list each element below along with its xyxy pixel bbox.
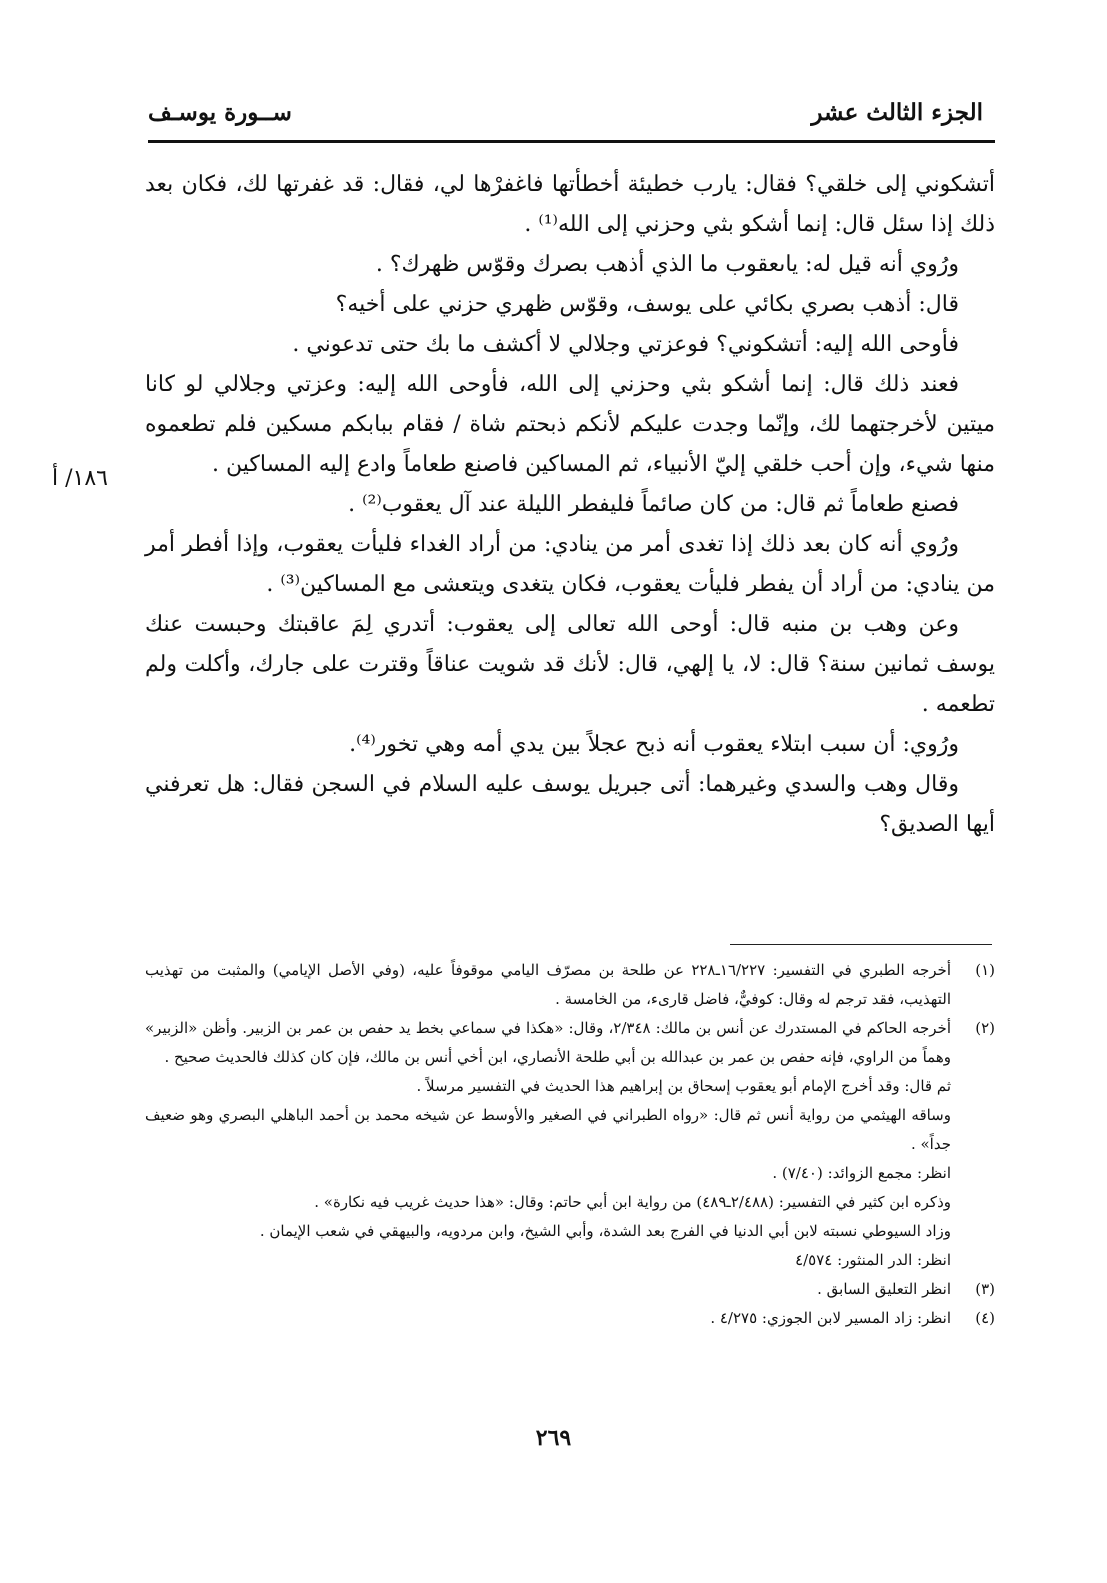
main-text <box>145 165 995 845</box>
footnote-text: وزاد السيوطي نسبته لابن أبي الدنيا في الفرج بعد الشدة، وأبي الشيخ، وابن مردويه، والبيهقي في شعب الإيمان . <box>259 1222 951 1240</box>
paragraph: قال: أذهب بصري بكائي على يوسف، وقوّس ظهري حزني على أخيه؟ <box>335 292 959 317</box>
footnotes <box>145 956 995 1333</box>
footnote <box>145 956 995 1014</box>
page-number: ٢٦٩ <box>535 1425 572 1451</box>
paragraph: فصنع طعاماً ثم قال: من كان صائماً فليفطر الليلة عند آل يعقوب⁽²⁾ . <box>348 492 959 517</box>
footnote-text: انظر: مجمع الزوائد: (٧/٤٠) . <box>772 1164 951 1182</box>
footnote-text: انظر التعليق السابق . <box>817 1280 951 1298</box>
paragraph: ورُوي أنه كان بعد ذلك إذا تغدى أمر من ينادي: من أراد الغداء فليأت يعقوب، وإذا أفطر أمر من ينادي: من أراد أن يفطر فليأت يعقوب، فكان يتغدى ويتعشى مع المساكين⁽³⁾ . <box>145 532 995 597</box>
header-rule <box>148 140 995 143</box>
footnote-number: (٣) <box>975 1280 995 1298</box>
paragraph: فعند ذلك قال: إنما أشكو بثي وحزني إلى الله، فأوحى الله إليه: وعزتي وجلالي لو كانا ميتين لأخرجتهما لك، وإنّما وجدت عليكم لأنكم ذبحتم شاة / فقام ببابكم مسكين فلم تطعموه منها شيء، وإن أحب خلقي إليّ الأنبياء، ثم المساكين فاصنع طعاماً وادع إليه المساكين . <box>145 372 995 477</box>
running-head <box>148 92 983 132</box>
footnote-number: (٢) <box>975 1019 995 1037</box>
footnote-text: انظر: الدر المنثور: ٤/٥٧٤ <box>795 1251 951 1269</box>
footnote-text: أخرجه الطبري في التفسير: ١٦/٢٢٧ـ٢٢٨ عن طلحة بن مصرّف اليامي موقوفاً عليه، (وفي الأصل الإيامي) والمثبت من تهذيب التهذيب، فقد ترجم له وقال: كوفيٌّ، فاضل قارىء، من الخامسة . <box>145 961 951 1008</box>
paragraph: وقال وهب والسدي وغيرهما: أتى جبريل يوسف عليه السلام في السجن فقال: هل تعرفني أيها الصديق؟ <box>145 772 995 837</box>
paragraph: أتشكوني إلى خلقي؟ فقال: يارب خطيئة أخطأتها فاغفرْها لي، فقال: قد غفرتها لك، فكان بعد ذلك إذا سئل قال: إنما أشكو بثي وحزني إلى الله⁽¹⁾ . <box>145 172 995 237</box>
paragraph: ورُوي: أن سبب ابتلاء يعقوب أنه ذبح عجلاً بين يدي أمه وهي تخور⁽⁴⁾. <box>349 732 959 757</box>
footnote-text: ثم قال: وقد أخرج الإمام أبو يعقوب إسحاق بن إبراهيم هذا الحديث في التفسير مرسلاً . <box>416 1077 951 1095</box>
footnote <box>145 1304 995 1333</box>
footnote-text: وذكره ابن كثير في التفسير: (٢/٤٨٨ـ٤٨٩) من رواية ابن أبي حاتم: وقال: «هذا حديث غريب فيه نكارة» . <box>314 1193 951 1211</box>
surah-title: ســورة يوسـف <box>148 98 292 126</box>
manuscript-folio-note: ١٨٦/ أ <box>52 466 108 491</box>
footnote-number: (١) <box>975 961 995 979</box>
footnote-text: وساقه الهيثمي من رواية أنس ثم قال: «رواه الطبراني في الصغير والأوسط عن شيخه محمد بن أحمد الباهلي البصري وهو ضعيف جداً» . <box>145 1106 951 1153</box>
footnote-text: أخرجه الحاكم في المستدرك عن أنس بن مالك: ٢/٣٤٨، وقال: «هكذا في سماعي بخط يد حفص بن عمر بن الزبير. وأظن «الزبير» وهماً من الراوي، فإنه حفص بن عمر بن عبدالله بن أبي طلحة الأنصاري، ابن أخي أنس بن مالك، فإن كان كذلك فالحديث صحيح . <box>145 1019 952 1066</box>
paragraph: وعن وهب بن منبه قال: أوحى الله تعالى إلى يعقوب: أتدري لِمَ عاقبتك وحبست عنك يوسف ثمانين سنة؟ قال: لا، يا إلهي، قال: لأنك قد شويت عناقاً وقترت على جارك، وأكلت ولم تطعمه . <box>145 612 995 717</box>
paragraph: ورُوي أنه قيل له: ياىعقوب ما الذي أذهب بصرك وقوّس ظهرك؟ . <box>375 252 959 277</box>
part-title: الجزء الثالث عشر <box>811 98 983 126</box>
footnote <box>145 1275 995 1304</box>
footnote <box>145 1014 995 1275</box>
paragraph: فأوحى الله إليه: أتشكوني؟ فوعزتي وجلالي لا أكشف ما بك حتى تدعوني . <box>292 332 959 357</box>
footnote-number: (٤) <box>975 1309 995 1327</box>
footnote-separator <box>730 944 992 945</box>
footnote-text: انظر: زاد المسير لابن الجوزي: ٤/٢٧٥ . <box>710 1309 951 1327</box>
